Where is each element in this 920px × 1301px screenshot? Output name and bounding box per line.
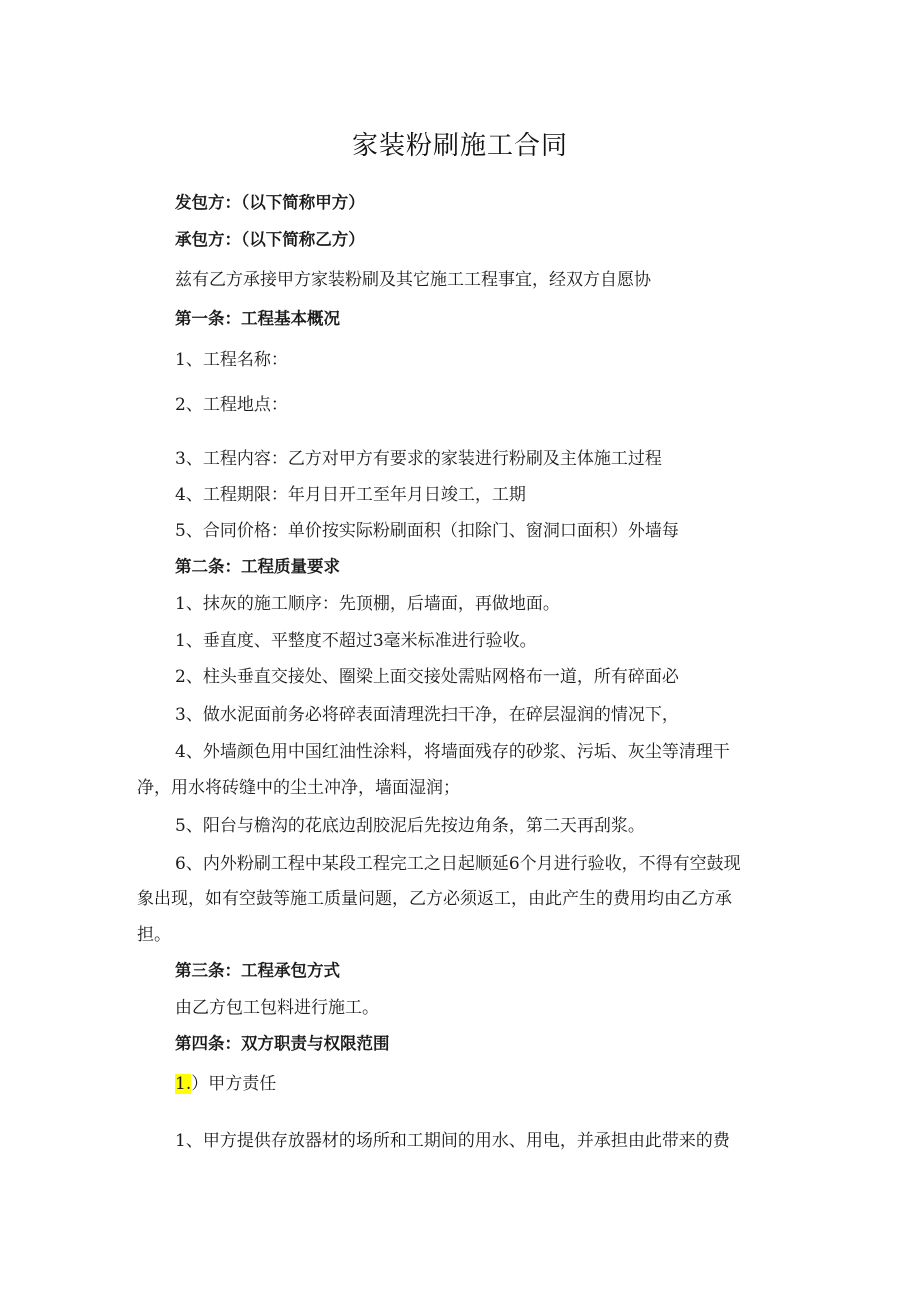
article3-item: 由乙方包工包料进行施工。 xyxy=(175,998,379,1018)
article2-item: 2、柱头垂直交接处、圈梁上面交接处需贴网格布一道，所有碎面必 xyxy=(175,667,679,687)
article1-item: 1、工程名称： xyxy=(175,350,288,370)
article2-item: 5、阳台与檐沟的花底边刮胶泥后先按边角条，第二天再刮浆。 xyxy=(175,816,645,836)
article2-item-continuation: 净，用水将砖缝中的尘土冲净，墙面湿润； xyxy=(137,778,460,798)
article2-item: 6、内外粉刷工程中某段工程完工之日起顺延6个月进行验收，不得有空鼓现 xyxy=(175,854,741,874)
document-title: 家装粉刷施工合同 xyxy=(351,131,568,161)
party-b-line: 承包方：（以下简称乙方） xyxy=(175,230,365,249)
article4-item: 1、甲方提供存放器材的场所和工期间的用水、用电，并承担由此带来的费 xyxy=(175,1131,730,1151)
article2-item: 4、外墙颜色用中国红油性涂料，将墙面残存的砂浆、污垢、灰尘等清理干 xyxy=(175,742,730,762)
article1-item: 5、合同价格：单价按实际粉刷面积（扣除门、窗洞口面积）外墙每 xyxy=(175,521,679,541)
article3-heading: 第三条：工程承包方式 xyxy=(175,961,340,980)
article1-item: 3、工程内容：乙方对甲方有要求的家装进行粉刷及主体施工过程 xyxy=(175,449,662,469)
article1-heading: 第一条：工程基本概况 xyxy=(175,309,340,328)
article2-item-continuation: 担。 xyxy=(137,925,171,945)
article2-item: 3、做水泥面前务必将碎表面清理洗扫干净，在碎层湿润的情况下， xyxy=(175,705,679,725)
party-a-line: 发包方：（以下简称甲方） xyxy=(175,193,365,212)
article1-item: 4、工程期限：年月日开工至年月日竣工，工期 xyxy=(175,485,526,505)
article2-item: 1、垂直度、平整度不超过3毫米标准进行验收。 xyxy=(175,631,537,651)
intro-paragraph: 兹有乙方承接甲方家装粉刷及其它施工工程事宜，经双方自愿协 xyxy=(175,270,651,290)
highlighted-number: 1. xyxy=(175,1074,192,1094)
article4-subsection xyxy=(175,1072,276,1096)
subsection-label: ）甲方责任 xyxy=(191,1074,277,1094)
article1-item: 2、工程地点： xyxy=(175,395,288,415)
article4-heading: 第四条：双方职责与权限范围 xyxy=(175,1034,390,1053)
article2-heading: 第二条：工程质量要求 xyxy=(175,557,340,576)
article2-item: 1、抹灰的施工顺序：先顶棚，后墙面，再做地面。 xyxy=(175,594,560,614)
article2-item-continuation: 象出现，如有空鼓等施工质量问题，乙方必须返工，由此产生的费用均由乙方承 xyxy=(137,889,732,909)
